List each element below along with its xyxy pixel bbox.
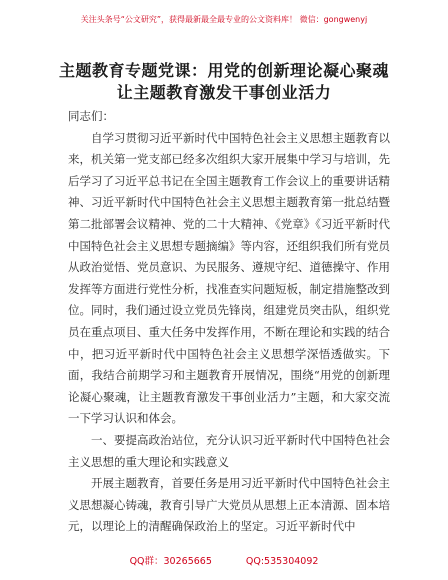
salutation: 同志们： <box>68 109 114 123</box>
document-body <box>68 106 390 538</box>
document-title-line-1: 主题教育专题党课：用党的创新理论凝心聚魂 <box>58 61 389 80</box>
footer-qq-group: QQ群：30265665 <box>129 556 212 567</box>
footer-qq-number: QQ:535304092 <box>245 556 319 567</box>
document-title-line-2: 让主题教育激发干事创业活力 <box>116 83 332 102</box>
section-heading-1: 一、要提高政治站位，充分认识习近平新时代中国特色社会主义思想的重大理论和实践意义 <box>68 432 390 469</box>
paragraph-section-1: 开展主题教育，首要任务是用习近平新时代中国特色社会主义思想凝心铸魂，教育引导广大党员从思想上正本清源、固本培元，以理论上的清醒确保政治上的坚定。习近平新时代中 <box>68 476 390 534</box>
paragraph-intro: 自学习贯彻习近平新时代中国特色社会主义思想主题教育以来，机关第一党支部已经多次组织大家开展集中学习与培训，先后学习了习近平总书记在全国主题教育工作会议上的重要讲话精神、习近平新时代中国特色社会主义思想主题教育第一批总结暨第二批部署会议精神、党的二十大精神、《党章》《习近平新时代中国特色社会主义思想专题摘编》等内容，还组织我们所有党员从政治觉悟、党员意识、为民服务、遵规守纪、道德操守、作用发挥等方面进行党性分析，找准查实问题短板，制定措施整改到位。同时，我们通过设立党员先锋岗，组建党员突击队，组织党员在重点项目、重大任务中发挥作用，不断在理论和实践的结合中，把习近平新时代中国特色社会主义思想学深悟透做实。下面，我结合前期学习和主题教育开展情况，围绕“用党的创新理论凝心聚魂，让主题教育激发干事创业活力”主题，和大家交流一下学习认识和体会。 <box>68 130 390 426</box>
top-banner: 关注头条号“公文研究”，获得最新最全最专业的公文资料库！ 微信：gongwenyj <box>80 15 368 24</box>
footer-contact <box>0 553 448 567</box>
